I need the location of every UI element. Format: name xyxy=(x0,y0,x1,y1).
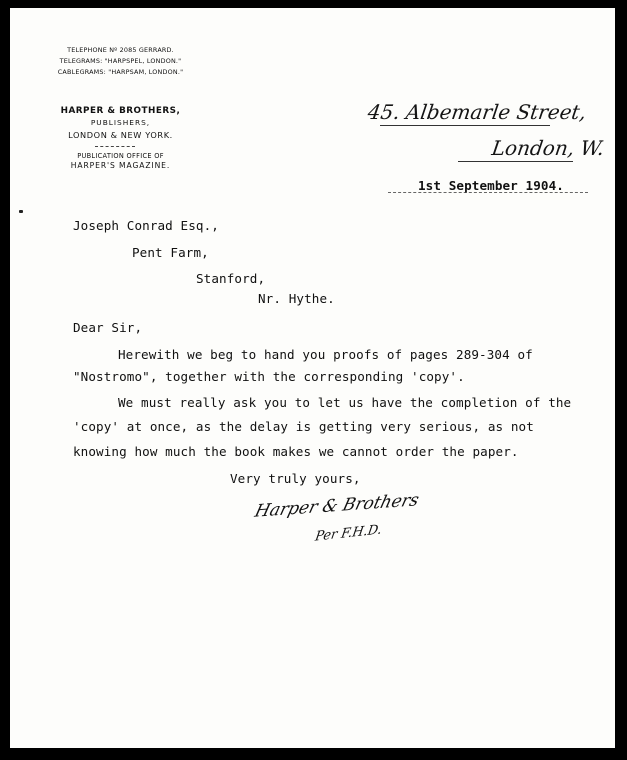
magazine-name: HARPER'S MAGAZINE. xyxy=(70,161,171,170)
address-city: London, W. xyxy=(490,136,606,160)
letterhead-office xyxy=(38,151,203,171)
signature-per: Per F.H.D. xyxy=(313,522,383,545)
body-line: "Nostromo", together with the corresponding 'copy'. xyxy=(73,369,465,384)
recipient-address-line2: Stanford, xyxy=(196,271,266,286)
body-line: We must really ask you to let us have the completion of the xyxy=(118,395,572,410)
body-line: knowing how much the book makes we cannot order the paper. xyxy=(73,444,519,459)
salutation: Dear Sir, xyxy=(73,320,143,335)
body-line: 'copy' at once, as the delay is getting very serious, as not xyxy=(73,419,534,434)
firm-name: HARPER & BROTHERS, xyxy=(60,106,181,116)
letter-page xyxy=(10,8,615,748)
telephone-line: TELEPHONE Nº 2085 GERRARD. xyxy=(67,46,174,54)
body-line: Herewith we beg to hand you proofs of pages 289-304 of xyxy=(118,347,533,362)
letterhead-firm xyxy=(38,105,203,141)
recipient-address-line1: Pent Farm, xyxy=(132,245,209,260)
punch-mark xyxy=(19,210,23,213)
recipient-address-line3: Nr. Hythe. xyxy=(258,291,335,306)
signature: Harper & Brothers xyxy=(252,490,422,522)
firm-role: PUBLISHERS, xyxy=(90,118,151,127)
firm-cities: LONDON & NEW YORK. xyxy=(68,130,173,140)
address-city-rule xyxy=(458,161,573,162)
letterhead-divider xyxy=(95,146,135,147)
letter-date: 1st September 1904. xyxy=(418,178,564,193)
cablegrams-line: CABLEGRAMS: "HARPSAM, LONDON." xyxy=(57,68,184,76)
letterhead-contact xyxy=(38,45,203,78)
address-street: 45. Albemarle Street, xyxy=(366,100,588,124)
address-street-rule xyxy=(380,125,550,126)
recipient-name: Joseph Conrad Esq., xyxy=(73,218,219,233)
telegrams-line: TELEGRAMS: "HARPSPEL, LONDON." xyxy=(59,57,182,65)
office-label: PUBLICATION OFFICE OF xyxy=(77,152,164,160)
closing: Very truly yours, xyxy=(230,471,361,486)
